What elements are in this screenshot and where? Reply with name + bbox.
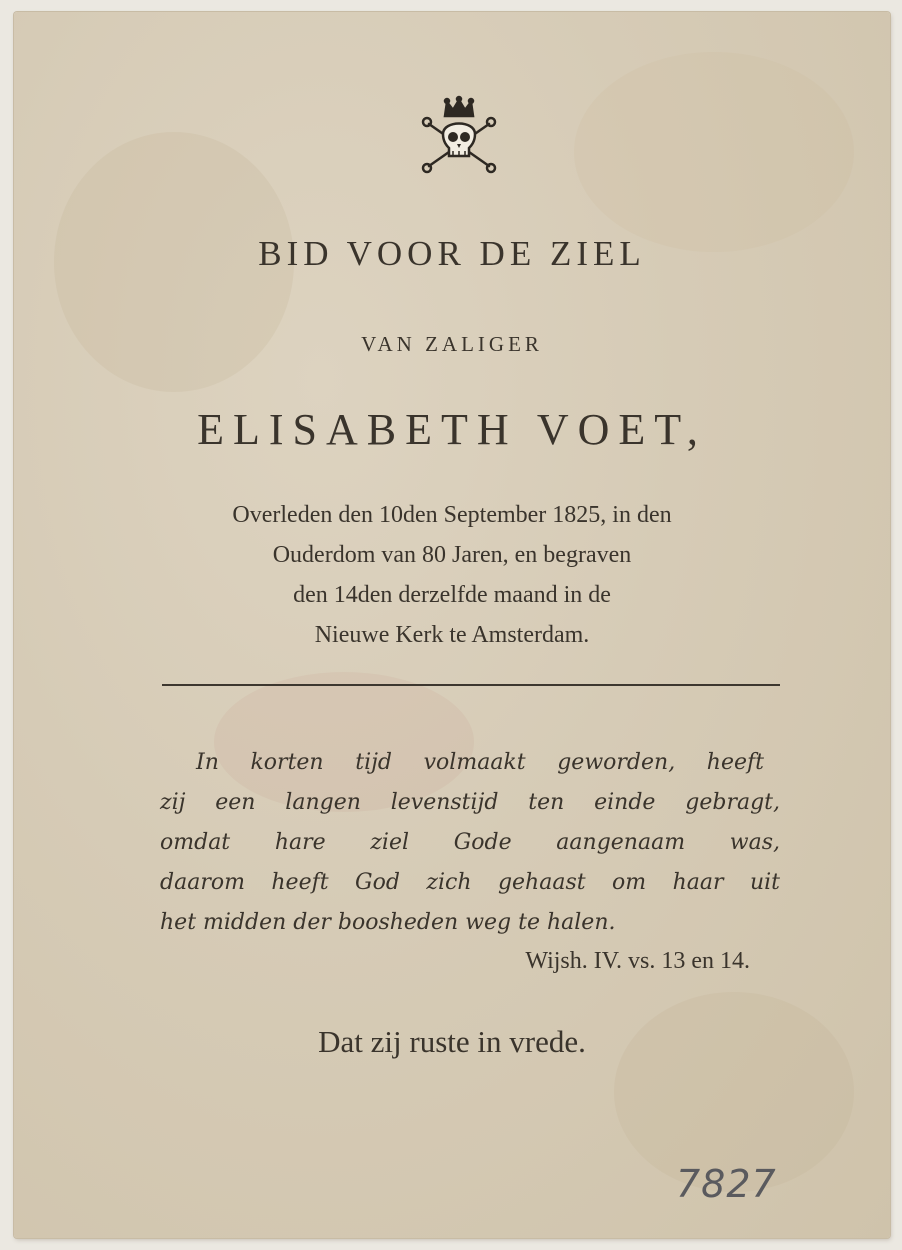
quote-line: het midden der boosheden weg te halen. (160, 910, 616, 935)
paper-stain (574, 52, 854, 252)
card-heading: BID VOOR DE ZIEL (258, 234, 646, 273)
inventory-number: 7827 (676, 1162, 777, 1206)
deceased-name: ELISABETH VOET, (197, 405, 707, 454)
detail-line: Nieuwe Kerk te Amsterdam. (314, 622, 590, 648)
divider-rule (162, 684, 780, 686)
detail-line: Ouderdom van 80 Jaren, en begraven (272, 542, 632, 568)
quote-line: daarom heeft God zich gehaast om haar uit (160, 870, 780, 895)
closing-prayer: Dat zij ruste in vrede. (318, 1024, 586, 1059)
detail-line: Overleden den 10den September 1825, in den (232, 502, 672, 528)
quote-line: omdat hare ziel Gode aangenaam was, (160, 830, 780, 855)
memorial-card (14, 12, 890, 1238)
card-subheading: VAN ZALIGER (361, 332, 543, 356)
quote-line: zij een langen levenstijd ten einde gebragt, (160, 790, 780, 815)
quote-line: In korten tijd volmaakt geworden, heeft (196, 750, 764, 775)
detail-line: den 14den derzelfde maand in de (293, 582, 611, 608)
crowned-skull-icon (419, 94, 499, 174)
scripture-reference: Wijsh. IV. vs. 13 en 14. (525, 948, 750, 974)
